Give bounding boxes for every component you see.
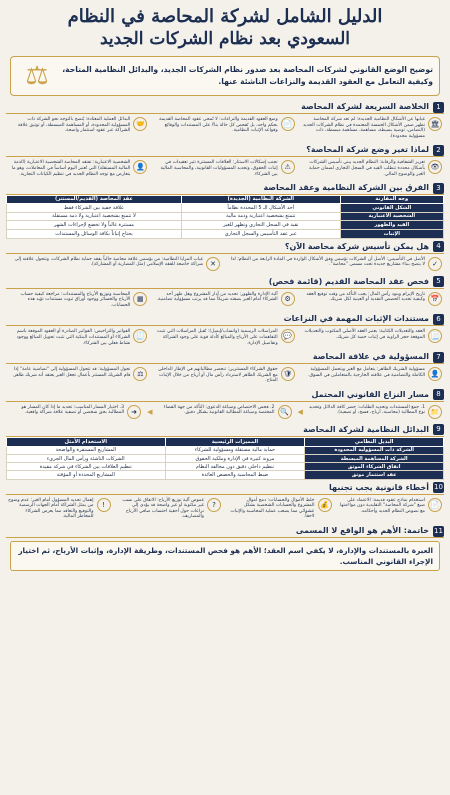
section-10-header: [6, 482, 444, 495]
cross-icon: ✕: [206, 257, 220, 271]
handshake-icon: 🤝: [133, 117, 147, 131]
info-card: ▦ المحاسبة وتوزيع الأرباح والمستندات: مراجعة كيفية حساب الأرباح والخسائر ووجود أوراق ثبوت مستندات تؤيد هذه الحسابات.: [6, 291, 149, 310]
question-icon: ?: [207, 498, 221, 512]
section-title: أخطاء قانونية يجب تجنبها: [329, 482, 429, 492]
eye-icon: 👁: [428, 160, 442, 174]
section-11-header: [6, 525, 444, 538]
title-line-2: السعودي بعد نظام الشركات الجديد: [99, 29, 351, 49]
section-title: الخلاصة السريعة لشركة المحاصة: [301, 102, 429, 111]
table-row: اتفاق الشركاء الموثق تنظيم داخلي دقيق دون مخالفة النظام تنظيم العلاقات بين الشركاء في شركة مقيدة: [7, 463, 444, 471]
section-7-header: [6, 351, 444, 364]
scales-icon: ⚖: [133, 367, 147, 381]
section-number: 10: [434, 483, 443, 492]
section-7-cards: [6, 364, 444, 387]
table-row: الإثبات عبر عقد التأسيس والسجل التجاري يحتاج إثباتاً بكافة الوسائل والمستندات: [7, 229, 444, 238]
money-icon: 💰: [318, 498, 332, 512]
section-title: خاتمة: الأهم هو الواقع لا المسمى: [295, 526, 429, 535]
intro-box: [10, 56, 440, 96]
page-title: [6, 0, 444, 51]
column-header: البديل النظامي: [305, 437, 444, 446]
section-title: البدائل النظامية لشركة المحاصة: [303, 424, 429, 434]
user-alert-icon: !: [97, 498, 111, 512]
section-5-cards: [6, 289, 444, 312]
info-card: 📄 وضع العقود القديمة والنزاعات: لا تُمحى عقود المحاصة القديمة بحكم واحد، بل تُفحص كل حالة بناءً على المستندات والوقائع وقواعد الإثبات النظامية.: [153, 116, 296, 140]
column-header: المميزات الرئيسية: [165, 437, 305, 446]
info-card: ⚙ آلية الإدارة والظهور: تحديد من أدار المشروع وهل ظهر أحد الشركاء أمام الغير بصفته شريكاً مما قد يرتب مسؤولية تضامنية.: [153, 291, 296, 310]
folder-icon: 📁: [428, 405, 442, 419]
info-card: 🏛 غيابها عن الأشكال النظامية الجديدة: لم تعد شركة المحاصة تظهر ضمن الأشكال الخمسة المعتمدة في نظام الشركات الجديد (التضامن، توصية بسيطة، مساهمة، مساهمة مبسطة، ذات مسؤولية محدودة).: [301, 116, 444, 140]
table-row: الشخصية الاعتبارية تتمتع بشخصية اعتبارية وذمة مالية لا تتمتع بشخصية اعتبارية ولا ذمة مستقلة: [7, 212, 444, 221]
warning-card: ! إهمال تحديد المسؤول أمام الغير: عدم وضوح من يمثل الشراكة أمام الجهات الرسمية والتوقيع والتعاقد مما يعرض الشركاء للمخاطر المالية.: [6, 497, 113, 521]
gear-icon: ⚙: [281, 292, 295, 306]
column-header: وجه المقارنة: [340, 196, 443, 204]
warning-card: ? غموض آلية توزيع الأرباح: الاتفاق على نسب غير مكتوبة أو غير واضحة قد يؤدي إلى نزاعات حول أحقية احتساب صافي الأرباح والمصاريف.: [117, 497, 224, 521]
section-5-header: [6, 276, 444, 289]
section-title: لماذا تغير وضع شركة المحاصة؟: [306, 145, 429, 155]
section-title: مسار النزاع القانوني المحتمل: [311, 389, 429, 399]
table-row: الشركة المساهمة المبسطة مرونة كبيرة في الإدارة وملكية الحقوق الشركات الناشئة ورأس المال الجريء: [7, 455, 444, 463]
check-icon: ✓: [428, 257, 442, 271]
info-card: 📅 تاريخ الإبرام وبنود رأس المال: يجب التأكد من وقت توقيع العقد وكيفية تحديد الحصص النقدية أو العينية لكل شريك.: [301, 291, 444, 310]
section-number: 9: [433, 424, 444, 435]
section-title: الفرق بين الشركة النظامية وعقد المحاصة: [263, 183, 429, 193]
section-2-cards: [6, 157, 444, 180]
scales-of-justice-icon: ⚖: [25, 61, 49, 91]
section-10-cards: [6, 495, 444, 523]
dispute-steps: [6, 402, 444, 422]
section-title: المسؤولية في علاقة المحاصة: [312, 352, 429, 362]
old-document-icon: 📄: [428, 498, 442, 512]
section-number: 3: [433, 183, 444, 194]
section-4-cards: [6, 254, 444, 274]
section-number: 4: [433, 241, 444, 252]
arrow-left-icon: ◀: [297, 407, 303, 416]
section-1-cards: [6, 114, 444, 142]
info-card: 💬 المراسلات الرسمية (واتساب/إيميل): تُقبل المراسلات التي تثبت التفاهمات على الأرباح والمبالغ كأدلة قوية على وجود الشراكة وتفاصيل الإدارة.: [153, 328, 296, 347]
building-icon: 🏛: [428, 117, 442, 131]
section-number: 8: [433, 389, 444, 400]
section-title: هل يمكن تأسيس شركة محاصة الآن؟: [284, 241, 429, 251]
info-card: 👤 مسؤولية الشريك الظاهر: يتعامل مع الغير ويتحمل المسؤولية الكاملة والتضامنية في علاقته الخارجية بالمتعاملين في السوق.: [301, 366, 444, 385]
magnifier-icon: 🔍: [278, 405, 292, 419]
invoice-icon: 🧾: [133, 329, 147, 343]
info-card: ✓ الأصل في التأسيس: الأصل أن الشركات تؤسس وفق الأشكال الواردة في المادة الرابعة من النظام؛ لذا لا ينصح ببناء مشاريع جديدة تحت مسمى "محاصة".: [228, 256, 444, 272]
section-2-header: [6, 144, 444, 157]
warning-card: 📄 استخدام نماذج عقود قديمة: الاعتماد على صيغ "شركة المحاصة" التقليدية دون مواءمتها مع نصوص النظام الجديد وأحكامه.: [338, 497, 445, 521]
section-4-header: [6, 241, 444, 254]
section-8-header: [6, 389, 444, 402]
info-card: ✕ غياب المزايا النظامية: من يؤسس علاقة محاصة حالياً يفقد حماية نظام الشركات، وتتحول علاقته إلى شراكة خاضعة للفقه الإسلامي (مثل المضاربة أو المشاركة).: [6, 256, 222, 272]
step-card: ➜ 3. اختيار المسار المناسب: تحديد ما إذا كان المسار هو المطالبة بحق شخصي أو تصفية علاقة شراكة واقعية.: [6, 404, 143, 420]
section-number: 5: [433, 276, 444, 287]
shield-icon: 🛡: [281, 367, 295, 381]
info-card: 👤 الشخصية الاعتبارية: تفتقد المحاصة الشخصية الاعتبارية (الذمة المالية المستقلة) التي تُعتبر اليوم أساساً في المعاملات، وهو ما يتعارض مع توجه النظام الجديد في تنظيم الكيانات التجارية.: [6, 159, 149, 178]
comparison-table: [6, 195, 444, 238]
person-icon: 👤: [133, 160, 147, 174]
column-header: الاستخدام الأمثل: [7, 437, 166, 446]
alternatives-table: [6, 437, 444, 480]
user-icon: 👤: [428, 367, 442, 381]
warning-icon: ⚠: [281, 160, 295, 174]
conclusion-box: العبرة بالمستندات والإدارة، لا يكفي اسم العقد؛ الأهم هو فحص المستندات، وطريقة الإدارة، وإثبات الأرباح، ثم اختيار الإجراء القانوني المناسب.: [10, 541, 440, 571]
calendar-icon: 📅: [428, 292, 442, 306]
calculator-icon: ▦: [133, 292, 147, 306]
column-header: عقد المحاصة (القديم/المستتر): [7, 196, 182, 204]
section-6-cards: [6, 326, 444, 349]
info-card: 🧾 الفواتير والتراخيص: الفواتير الصادرة أو العقود الموقعة باسم الشركاء أو المستندات البنكية التي تثبت تحويل المبالغ ووجود نشاط فعلي بين الشركاء.: [6, 328, 149, 347]
column-header: الشركة النظامية (الجديدة): [181, 196, 340, 204]
table-row: الشكل القانوني أحد الأشكال الـ 5 المحددة نظاماً علاقة خفية بين الشركاء فقط: [7, 204, 444, 213]
section-3-header: [6, 182, 444, 195]
info-card: 🤝 البدائل العملية المعتادة: يُنصح بالتوجه نحو الشركة ذات المسؤولية المحدودة، أو المساهمة المبسطة، أو توثيق علاقة الشراكة عبر عقود استثمار واضحة.: [6, 116, 149, 140]
info-card: ⚖ تحول المسؤولية: قد تتحول المسؤولية إلى "تضامنية عامة" إذا قام الشريك المستتر بأعمال تجعل الغير يعتقد أنه شريك ظاهر.: [6, 366, 149, 385]
section-number: 7: [433, 352, 444, 363]
section-number: 2: [433, 145, 444, 156]
warning-card: 💰 خلط الأموال والحسابات: دمج أموال المشروع والحسابات الشخصية بشكل عشوائي مما يصعب عملية المحاسبة والإثبات لاحقاً.: [227, 497, 334, 521]
arrow-left-icon: ◀: [147, 407, 153, 416]
info-card: ⚠ تجنب إشكالات الاستتار: العلاقات المستترة تثير تعقيدات في إثبات الحقوق، وتحديد المسؤوليات القانونية، والمحاسبة المالية بين الشركاء.: [153, 159, 296, 178]
section-number: 11: [434, 526, 443, 535]
section-1-header: [6, 101, 444, 114]
chat-icon: 💬: [281, 329, 295, 343]
section-6-header: [6, 313, 444, 326]
section-title: فحص عقد المحاصة القديم (قائمة فحص): [268, 276, 429, 286]
table-row: الشركة ذات المسؤولية المحدودة حماية مالية مستقلة ومسؤولية للشركاء المشاريع المستقرة والواضحة: [7, 446, 444, 454]
step-card: 📁 1. جمع المستندات وتحديد الطلبات: حصر كافة الدلائل وتحديد نوع المطالبة (محاسبة، أرباح، فسخ، أو تصفية).: [307, 404, 444, 420]
step-card: 🔍 2. فحص الاختصاص وصياغة الدعوى: التأكد من جهة القضاء المختصة وصياغة المطالبة القانونية بشكل دقيق.: [156, 404, 293, 420]
document-icon: 📄: [281, 117, 295, 131]
section-number: 1: [433, 102, 444, 113]
info-card: 📃 العقد والتعديلات الكتابية: يعتبر العقد الأصلي المكتوب والتعديلات الموقعة حجر الزاوية في إثبات حصة كل شريك.: [301, 328, 444, 347]
info-card: 👁 تعزيز الشفافية والرقابة: النظام الجديد يبني تأسيس الشركات بأشكال محددة تتطلب القيد في السجل التجاري لضمان حماية الغير والوضوح المالي.: [301, 159, 444, 178]
table-row: القيد والظهور تقيد في السجل التجاري وتظهر للغير مستترة غالباً ولا تخضع لإجراءات الشهر: [7, 221, 444, 230]
route-icon: ➜: [127, 405, 141, 419]
section-number: 6: [433, 314, 444, 325]
contract-icon: 📃: [428, 329, 442, 343]
info-card: 🛡 حقوق الشركاء المستترين: تنحصر مطالباتهم في الإطار الداخلي مع الشريك الظاهر لاسترداد رأس مال أو أرباح من خلال الإثبات المتاح.: [153, 366, 296, 385]
intro-text: توضيح الوضع القانوني لشركات المحاصة بعد صدور نظام الشركات الجديد، والبدائل النظامية المتاحة، وكيفية التعامل مع العقود القديمة والنزاعات الناشئة عنها.: [62, 65, 433, 86]
table-row: عقد استثمار موثق ضبط المحاسبة والحصص العائدة المشاريع المحددة أو المؤقتة: [7, 471, 444, 479]
section-9-header: [6, 424, 444, 437]
title-line-1: الدليل الشامل لشركة المحاصة في النظام: [67, 6, 383, 27]
section-title: مستندات الإثبات المهمة في النزاعات: [283, 314, 429, 324]
